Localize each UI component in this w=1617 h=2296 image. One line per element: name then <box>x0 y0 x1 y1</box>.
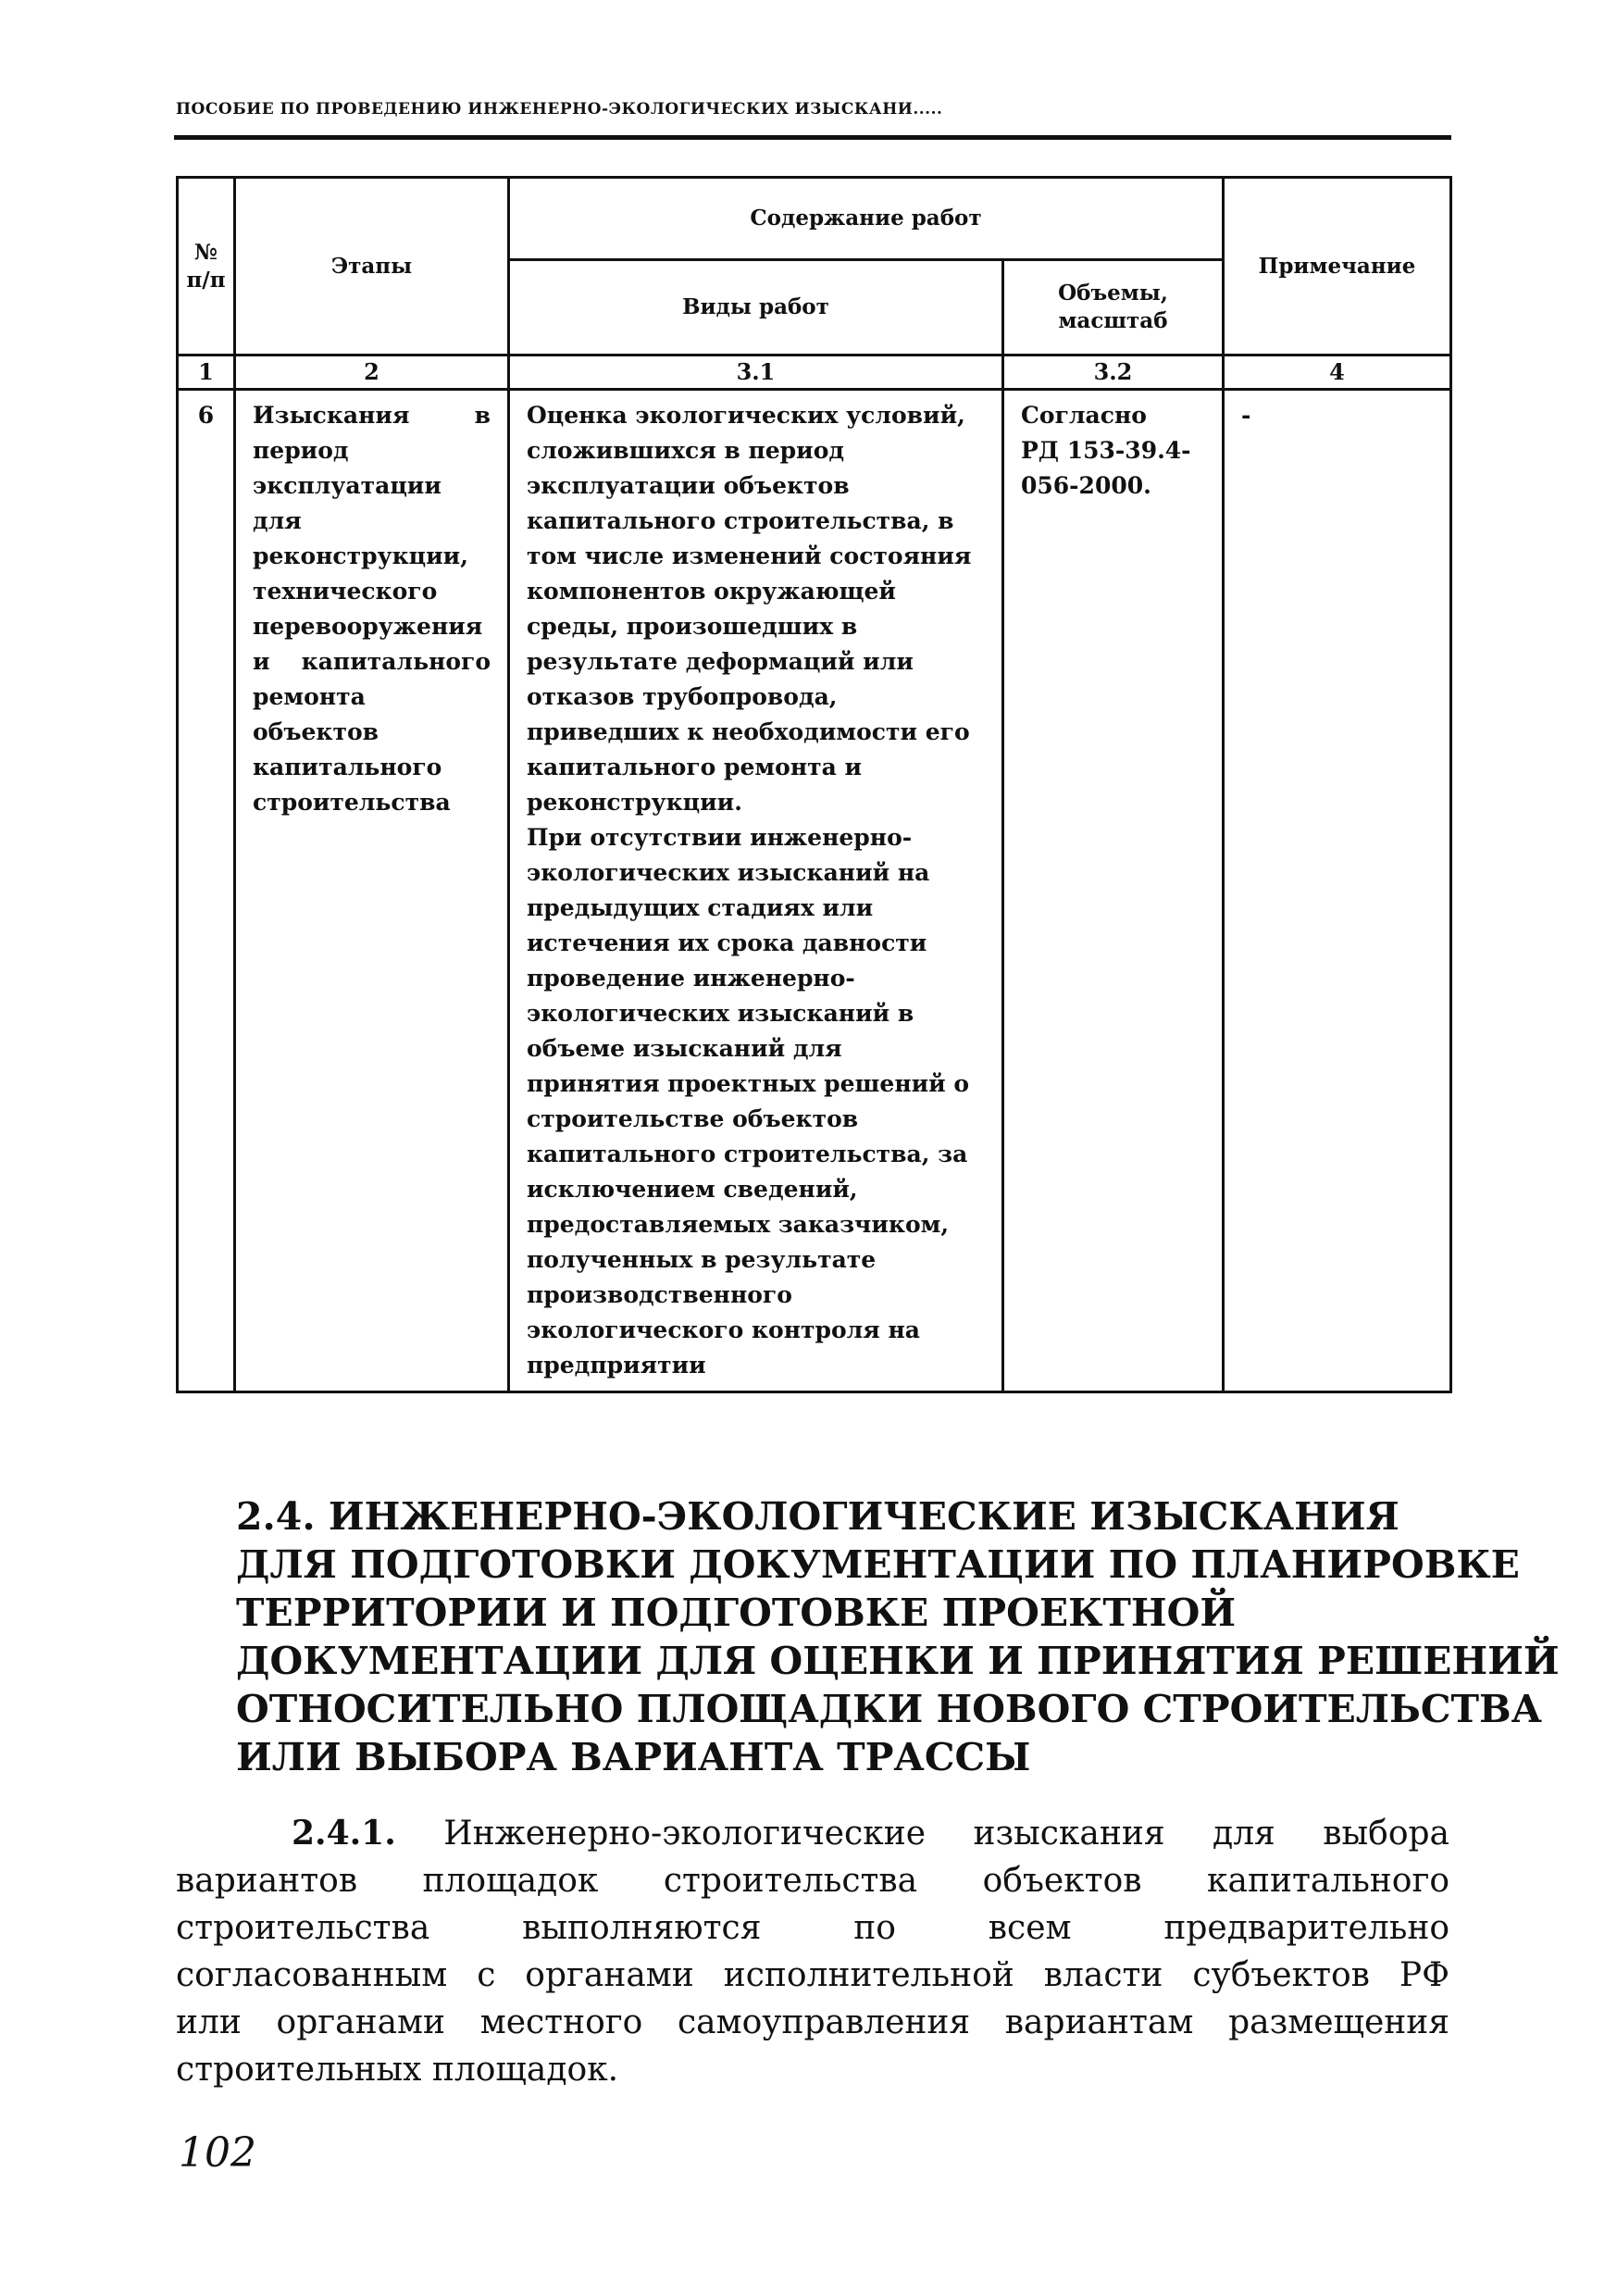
work-line: капитального ремонта и <box>527 754 863 780</box>
stage-line: объектов <box>253 718 379 745</box>
paragraph-line: вариантов площадок строительства объектов капитального <box>176 1862 1449 1900</box>
section-paragraph <box>176 1810 1449 2093</box>
work-line: капитального строительства, в <box>527 507 954 534</box>
paragraph-text: Инженерно-экологические изыскания для выбора <box>443 1815 1449 1853</box>
heading-line: ИЛИ ВЫБОРА ВАРИАНТА ТРАССЫ <box>236 1735 1031 1779</box>
header-notes: Примечание <box>1224 178 1451 356</box>
column-number: 4 <box>1224 356 1451 390</box>
work-line: сложившихся в период <box>527 437 845 464</box>
row-work-description <box>509 390 1003 1392</box>
work-line: принятия проектных решений о <box>527 1070 970 1097</box>
works-table <box>176 176 1452 1393</box>
work-line: компонентов окружающей <box>527 578 896 605</box>
work-line: отказов трубопровода, <box>527 683 838 710</box>
work-line: истечения их срока давности <box>527 930 927 956</box>
table-row <box>178 390 1451 1392</box>
header-num: № п/п <box>178 178 235 356</box>
heading-line: ОТНОСИТЕЛЬНО ПЛОЩАДКИ НОВОГО СТРОИТЕЛЬСТВА <box>236 1687 1543 1731</box>
work-line: капитального строительства, за <box>527 1141 968 1167</box>
header-content-group: Содержание работ <box>509 178 1224 260</box>
paragraph-line: строительства выполняются по всем предварительно <box>176 1909 1449 1947</box>
work-line: том числе изменений состояния <box>527 543 972 569</box>
stage-line: и капитального <box>253 648 491 675</box>
column-number: 2 <box>235 356 509 390</box>
stage-line: Изыскания в <box>253 402 491 429</box>
work-line: результате деформаций или <box>527 648 914 675</box>
work-line: Оценка экологических условий, <box>527 402 965 429</box>
row-volume <box>1003 390 1224 1392</box>
header-work-types: Виды работ <box>509 260 1003 356</box>
row-stage <box>235 390 509 1392</box>
row-num: 6 <box>178 390 235 1392</box>
work-line: экологических изысканий в <box>527 1000 914 1027</box>
paragraph-line: или органами местного самоуправления вариантам размещения <box>176 2003 1449 2041</box>
work-line: экологического контроля на <box>527 1316 920 1343</box>
paragraph-line: строительных площадок. <box>176 2051 619 2089</box>
stage-line: реконструкции, <box>253 543 468 569</box>
row-note: - <box>1224 390 1451 1392</box>
stage-line: ремонта <box>253 683 366 710</box>
paragraph-line <box>176 1810 1449 1857</box>
work-line: среды, произошедших в <box>527 613 858 640</box>
work-line: экологических изысканий на <box>527 859 930 886</box>
stage-line: период <box>253 437 349 464</box>
work-line: предприятии <box>527 1352 706 1379</box>
column-numbers-row <box>178 356 1451 390</box>
volume-line: 056-2000. <box>1021 472 1151 499</box>
heading-line: ДЛЯ ПОДГОТОВКИ ДОКУМЕНТАЦИИ ПО ПЛАНИРОВКЕ <box>236 1542 1520 1587</box>
header-volumes: Объемы, масштаб <box>1003 260 1224 356</box>
stage-line: эксплуатации <box>253 472 442 499</box>
work-line: строительстве объектов <box>527 1105 859 1132</box>
header-divider <box>174 135 1451 140</box>
work-line: эксплуатации объектов <box>527 472 850 499</box>
work-line: При отсутствии инженерно- <box>527 824 913 851</box>
paragraph-line: согласованным с органами исполнительной власти субъектов РФ <box>176 1956 1449 1994</box>
work-line: предыдущих стадиях или <box>527 894 874 921</box>
work-line: приведших к необходимости его <box>527 718 970 745</box>
work-line: предоставляемых заказчиком, <box>527 1211 950 1238</box>
header-stages: Этапы <box>235 178 509 356</box>
heading-line: 2.4. ИНЖЕНЕРНО-ЭКОЛОГИЧЕСКИЕ ИЗЫСКАНИЯ <box>236 1494 1399 1539</box>
stage-line: капитального <box>253 754 442 780</box>
work-line: проведение инженерно- <box>527 965 855 992</box>
stage-line: для <box>253 507 302 534</box>
work-line: объеме изысканий для <box>527 1035 842 1062</box>
column-number: 3.2 <box>1003 356 1224 390</box>
stage-line: перевооружения <box>253 613 483 640</box>
work-line: реконструкции. <box>527 789 742 816</box>
page-number: 102 <box>179 2129 256 2177</box>
heading-line: ДОКУМЕНТАЦИИ ДЛЯ ОЦЕНКИ И ПРИНЯТИЯ РЕШЕНИЙ <box>236 1639 1560 1683</box>
work-line: полученных в результате <box>527 1246 877 1273</box>
stage-line: технического <box>253 578 438 605</box>
paragraph-number: 2.4.1. <box>292 1814 396 1853</box>
section-heading <box>236 1492 1560 1781</box>
stage-line: строительства <box>253 789 451 816</box>
running-header: ПОСОБИЕ ПО ПРОВЕДЕНИЮ ИНЖЕНЕРНО-ЭКОЛОГИЧЕСКИХ ИЗЫСКАНИ..... <box>176 100 943 119</box>
work-line: производственного <box>527 1281 792 1308</box>
column-number: 1 <box>178 356 235 390</box>
work-line: исключением сведений, <box>527 1176 858 1203</box>
volume-line: Согласно <box>1021 402 1147 429</box>
volume-line: РД 153-39.4- <box>1021 437 1191 464</box>
heading-line: ТЕРРИТОРИИ И ПОДГОТОВКЕ ПРОЕКТНОЙ <box>236 1591 1237 1635</box>
table-header-row <box>178 178 1451 260</box>
column-number: 3.1 <box>509 356 1003 390</box>
